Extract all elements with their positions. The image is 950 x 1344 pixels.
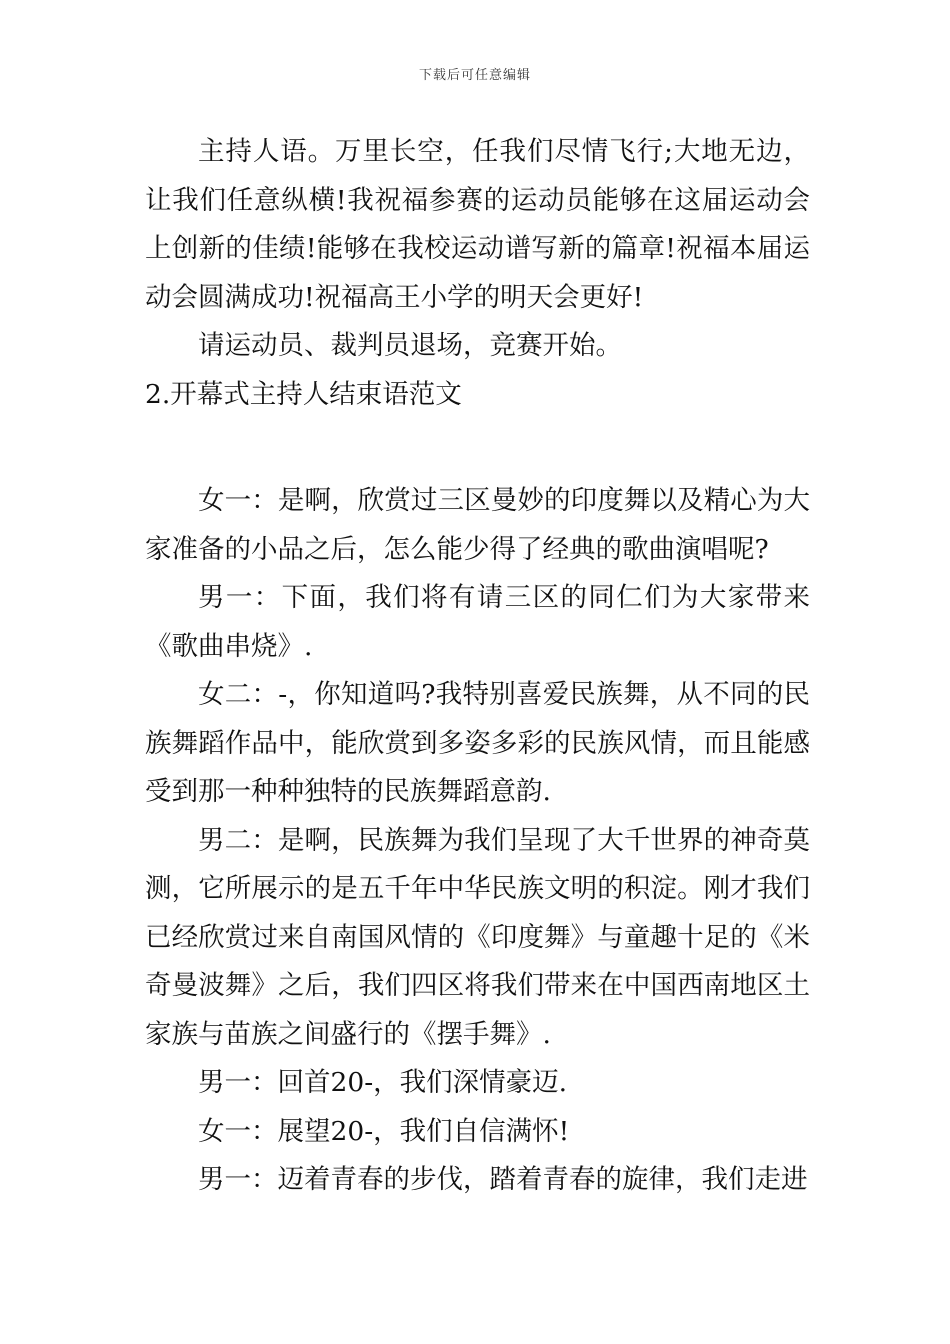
document-body bbox=[145, 128, 810, 1205]
paragraph-male-one-closing: 男一：迈着青春的步伐，踏着青春的旋律，我们走进 bbox=[198, 1164, 808, 1195]
page-header: 下载后可任意编辑 bbox=[418, 68, 531, 83]
paragraph-male-two: 男二：是啊，民族舞为我们呈现了大千世界的神奇莫测，它所展示的是五千年中华民族文明的积淀。刚才我们已经欣赏过来自南国风情的《印度舞》与童趣十足的《米奇曼波舞》之后，我们四区将我们带来在中国西南地区土家族与苗族之间盛行的《摆手舞》. bbox=[145, 824, 810, 1050]
paragraph-female-two: 女二：-，你知道吗?我特别喜爱民族舞，从不同的民族舞蹈作品中，能欣赏到多姿多彩的民族风情，而且能感受到那一种种独特的民族舞蹈意韵. bbox=[145, 679, 810, 807]
paragraph-host-speech: 主持人语。万里长空，任我们尽情飞行;大地无边，让我们任意纵横!我祝福参赛的运动员能够在这届运动会上创新的佳绩!能够在我校运动谱写新的篇章!祝福本届运动会圆满成功!祝福高王小学的明天会更好! bbox=[145, 136, 810, 313]
paragraph-competition-start: 请运动员、裁判员退场，竞赛开始。 bbox=[198, 330, 622, 361]
blank-line bbox=[145, 419, 810, 477]
section-heading: 2.开幕式主持人结束语范文 bbox=[145, 378, 462, 410]
paragraph-female-one-outlook: 女一：展望20-，我们自信满怀! bbox=[198, 1115, 570, 1147]
paragraph-female-one: 女一：是啊，欣赏过三区曼妙的印度舞以及精心为大家准备的小品之后，怎么能少得了经典的歌曲演唱呢? bbox=[145, 485, 810, 565]
paragraph-male-one: 男一：下面，我们将有请三区的同仁们为大家带来《歌曲串烧》. bbox=[145, 582, 810, 662]
paragraph-male-one-review: 男一：回首20-，我们深情豪迈. bbox=[198, 1067, 568, 1098]
